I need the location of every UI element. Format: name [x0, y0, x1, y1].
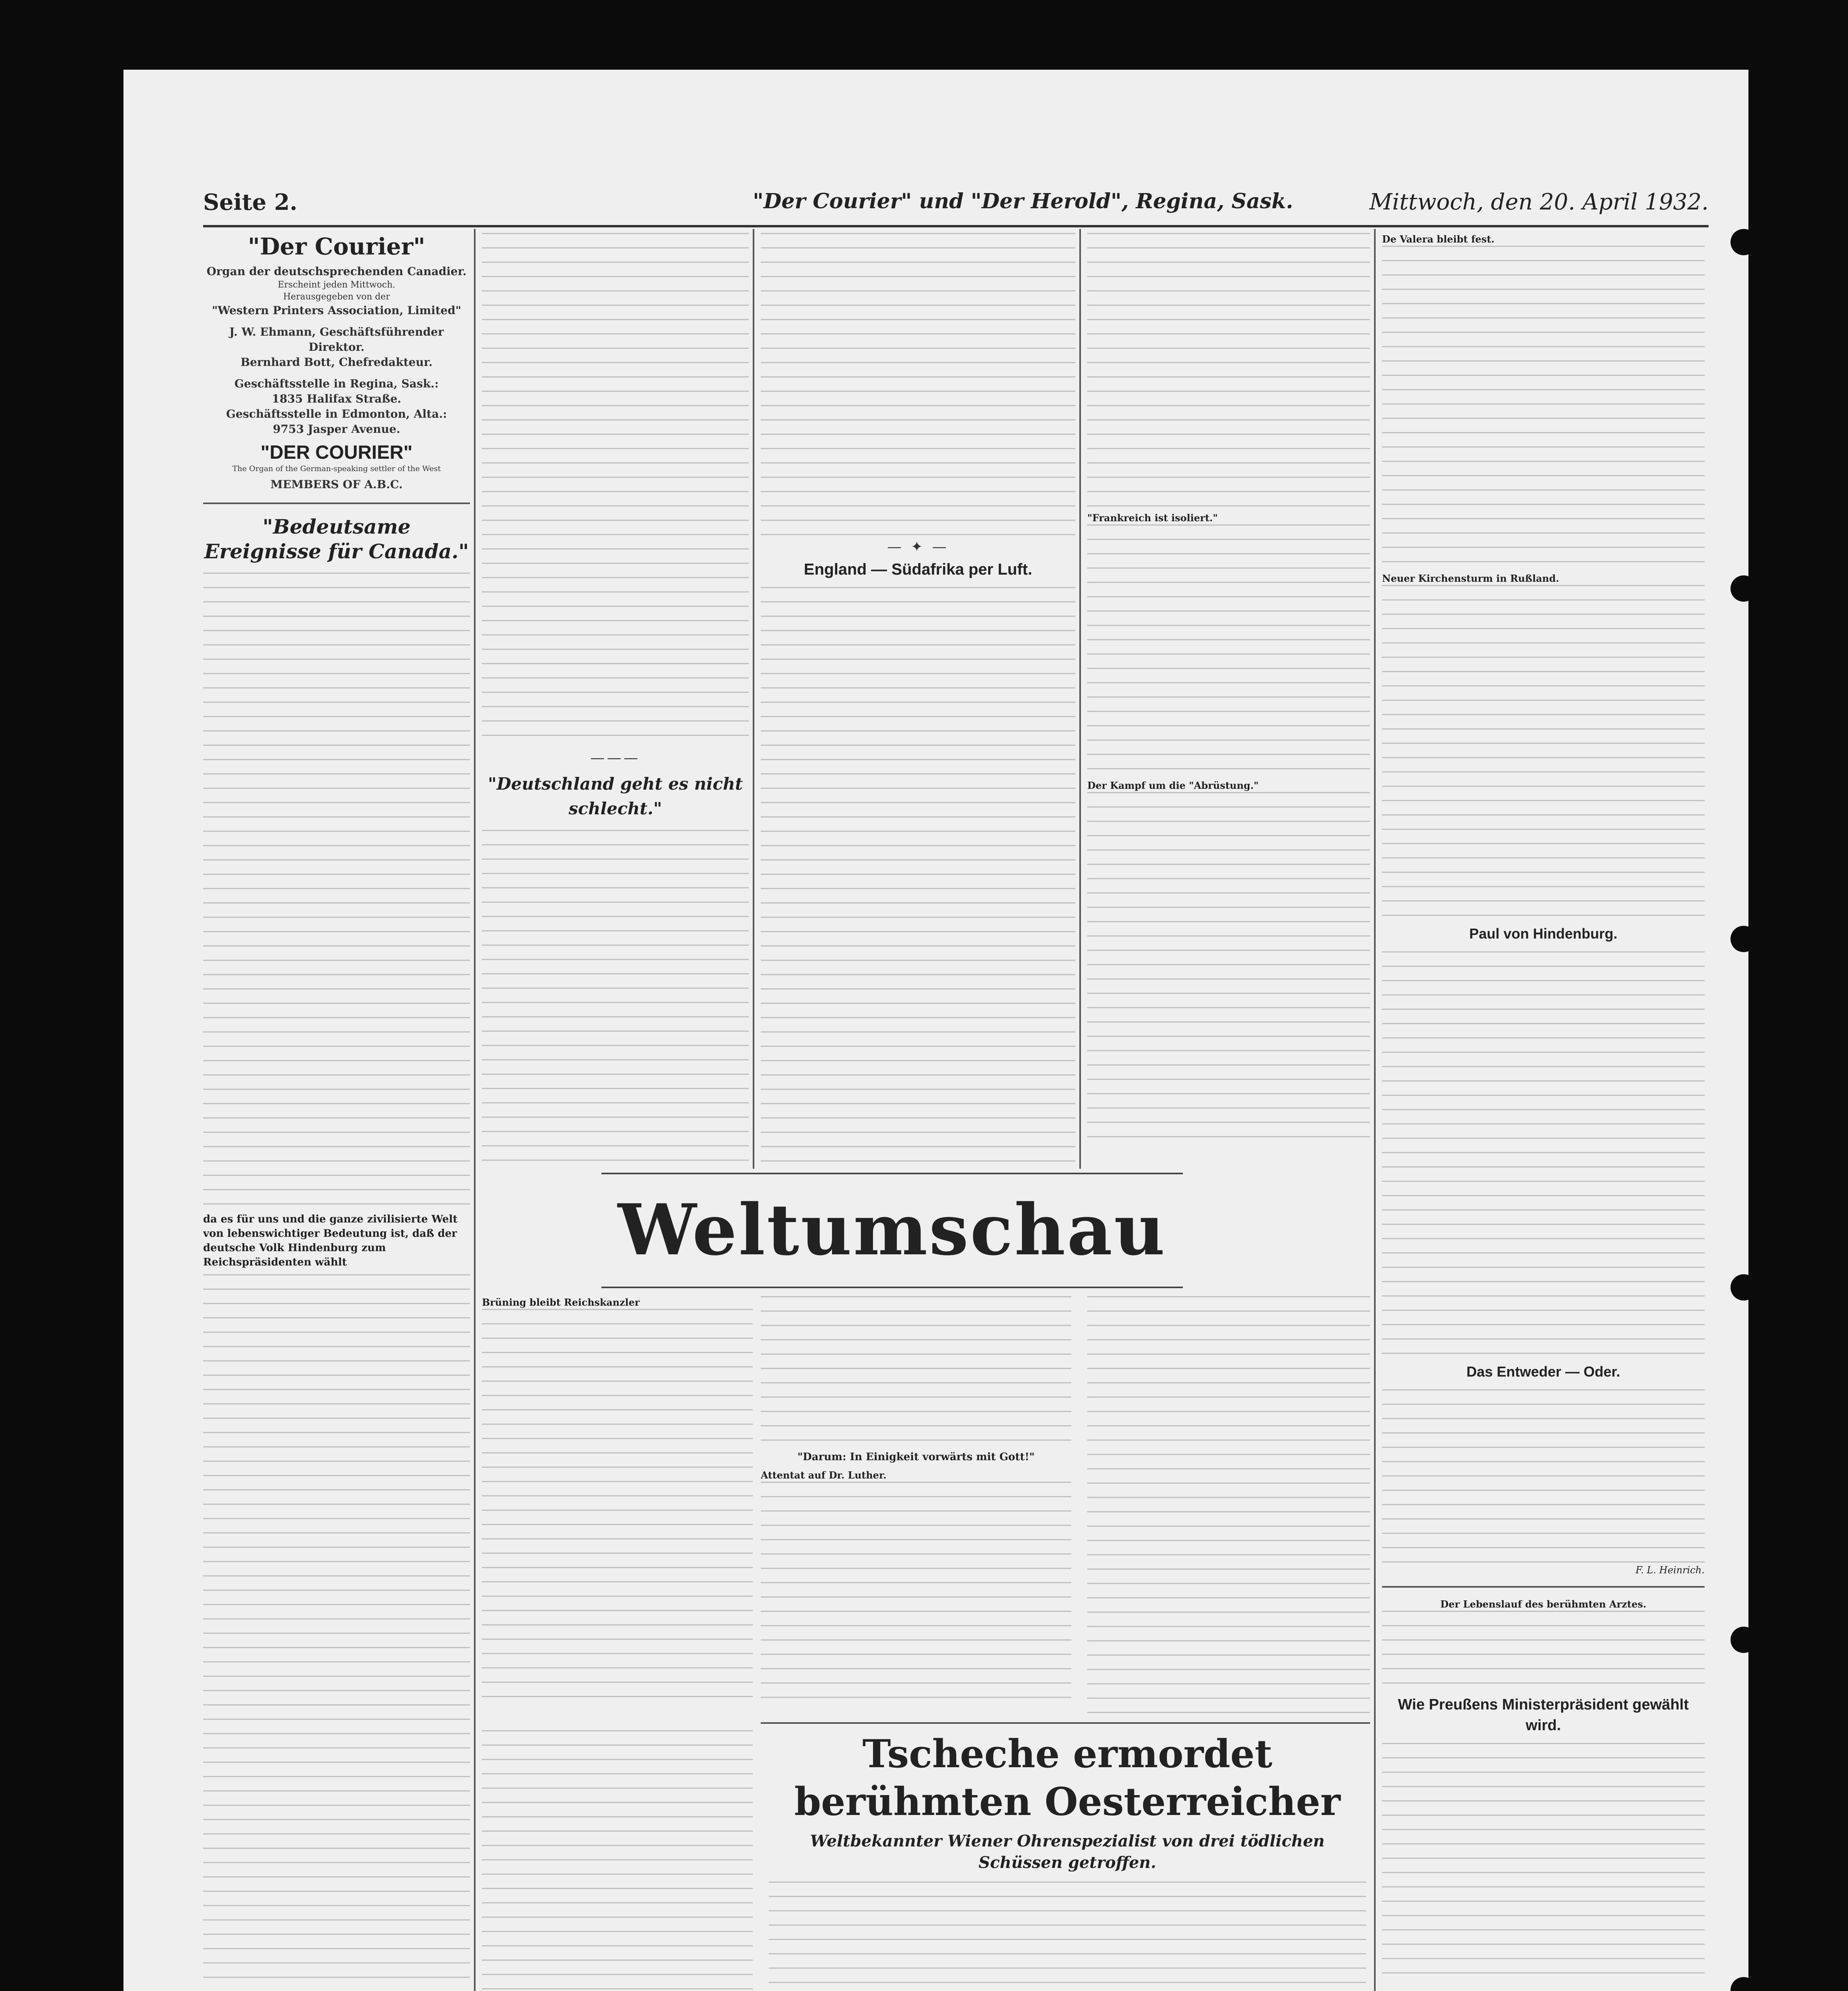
english-title: "DER COURIER" — [260, 442, 413, 463]
article-heading: Paul von Hindenburg. — [1469, 925, 1617, 942]
quote-line: "Darum: In Einigkeit vorwärts mit Gott!" — [797, 1451, 1035, 1463]
issue-date: Mittwoch, den 20. April 1932. — [1369, 189, 1709, 215]
page-header — [203, 189, 1709, 221]
masthead-line: Erscheint jeden Mittwoch. — [278, 280, 395, 290]
masthead-title: "Der Courier" — [248, 233, 425, 260]
lebenslauf-heading: Der Lebenslauf des berühmten Arztes. — [1440, 1598, 1646, 1610]
masthead-staff: J. W. Ehmann, Geschäftsführender Direktor. — [229, 325, 444, 354]
column-2-bottom — [482, 1730, 753, 1991]
rule — [203, 503, 470, 504]
article-body — [203, 1274, 470, 1991]
side-label: De Valera bleibt fest. — [1382, 233, 1495, 245]
rule — [761, 1722, 1370, 1724]
article-bold-line: da es für uns und die ganze zivilisierte Welt von lebenswichtiger Bedeutung ist, daß der deutsche Volk Hindenburg zum Reichspräsidenten wählt — [203, 1213, 458, 1268]
column-divider — [1079, 229, 1081, 1169]
article-body — [1382, 1389, 1705, 1565]
article-heading: Wie Preußens Ministerpräsident gewählt wird. — [1398, 1696, 1689, 1734]
office-line: 1835 Halifax Straße. — [272, 392, 401, 405]
article-body — [769, 1881, 1366, 1991]
binder-hole — [1731, 575, 1757, 602]
side-label: Attentat auf Dr. Luther. — [761, 1469, 887, 1481]
binder-hole — [1731, 229, 1757, 255]
column-4-lower — [1087, 1296, 1370, 1722]
masthead-line: Herausgegeben von der — [283, 292, 390, 302]
article-body — [761, 1482, 1071, 1705]
weltumschau-title: Weltumschau — [618, 1189, 1167, 1271]
page-number: Seite 2. — [203, 189, 298, 215]
article-body — [761, 1296, 1071, 1447]
article-body — [482, 1730, 753, 1991]
article-body — [482, 1309, 753, 1707]
side-label: Brüning bleibt Reichskanzler — [482, 1297, 640, 1308]
masthead — [203, 233, 470, 492]
article-body — [1382, 1611, 1705, 1690]
binder-hole — [1731, 1274, 1757, 1301]
office-line: Geschäftsstelle in Edmonton, Alta.: — [226, 407, 447, 420]
article-body — [1382, 951, 1705, 1357]
weltumschau-banner — [601, 1173, 1183, 1288]
masthead-staff: Bernhard Bott, Chefredakteur. — [240, 356, 433, 369]
article-body — [1087, 233, 1370, 512]
article-body — [482, 233, 749, 747]
ornament: ——— — [590, 750, 640, 766]
article-author: F. L. Heinrich. — [1635, 1565, 1705, 1576]
article-body — [1087, 1296, 1370, 1718]
article-heading: Das Entweder — Oder. — [1466, 1363, 1621, 1380]
article-body — [761, 233, 1075, 536]
column-divider — [474, 229, 476, 1991]
article-body — [1087, 524, 1370, 779]
office-line: Geschäftsstelle in Regina, Sask.: — [234, 377, 439, 390]
czech-article-subtitle: Weltbekannter Wiener Ohrenspezialist von drei tödlichen Schüssen getroffen. — [810, 1832, 1325, 1872]
article-body — [1087, 792, 1370, 1150]
article-body — [203, 573, 470, 1210]
newspaper-page — [123, 70, 1748, 1991]
column-3 — [761, 233, 1075, 1169]
article-heading: "Bedeutsame Ereignisse für Canada." — [204, 515, 469, 563]
header-rule — [203, 225, 1709, 227]
article-body — [1382, 246, 1705, 572]
article-body — [1382, 585, 1705, 919]
binder-hole — [1731, 926, 1757, 952]
column-5 — [1382, 233, 1705, 1991]
masthead-line: Organ der deutschsprechenden Canadier. — [206, 265, 467, 278]
column-3-lower — [761, 1296, 1071, 1722]
column-2-lower — [482, 1296, 753, 1722]
czech-article — [769, 1730, 1366, 1991]
column-divider — [1374, 229, 1376, 1991]
side-label: Neuer Kirchensturm in Rußland. — [1382, 573, 1559, 584]
czech-article-title: Tscheche ermordet berühmten Oesterreicher — [794, 1731, 1341, 1824]
article-body — [761, 587, 1075, 1169]
article-heading: "Deutschland geht es nicht schlecht." — [487, 774, 743, 818]
english-subtitle: The Organ of the German-speaking settler of the West — [232, 464, 441, 473]
members-line: MEMBERS OF A.B.C. — [270, 478, 403, 491]
office-line: 9753 Jasper Avenue. — [273, 422, 400, 436]
ornament: — ✦ — — [887, 539, 949, 555]
paper-title: "Der Courier" und "Der Herold", Regina, Sask. — [753, 189, 1293, 213]
article-body — [482, 830, 749, 1169]
binder-hole — [1731, 1627, 1757, 1653]
column-4 — [1087, 233, 1370, 1169]
column-1 — [203, 233, 470, 1991]
side-label: Der Kampf um die "Abrüstung." — [1087, 780, 1259, 791]
rule — [1382, 1586, 1705, 1588]
article-heading: England — Südafrika per Luft. — [804, 561, 1032, 578]
column-2 — [482, 233, 749, 1169]
column-divider — [753, 229, 754, 1169]
article-body — [1382, 1743, 1705, 1982]
side-label: "Frankreich ist isoliert." — [1087, 512, 1218, 524]
masthead-line: "Western Printers Association, Limited" — [211, 304, 462, 317]
